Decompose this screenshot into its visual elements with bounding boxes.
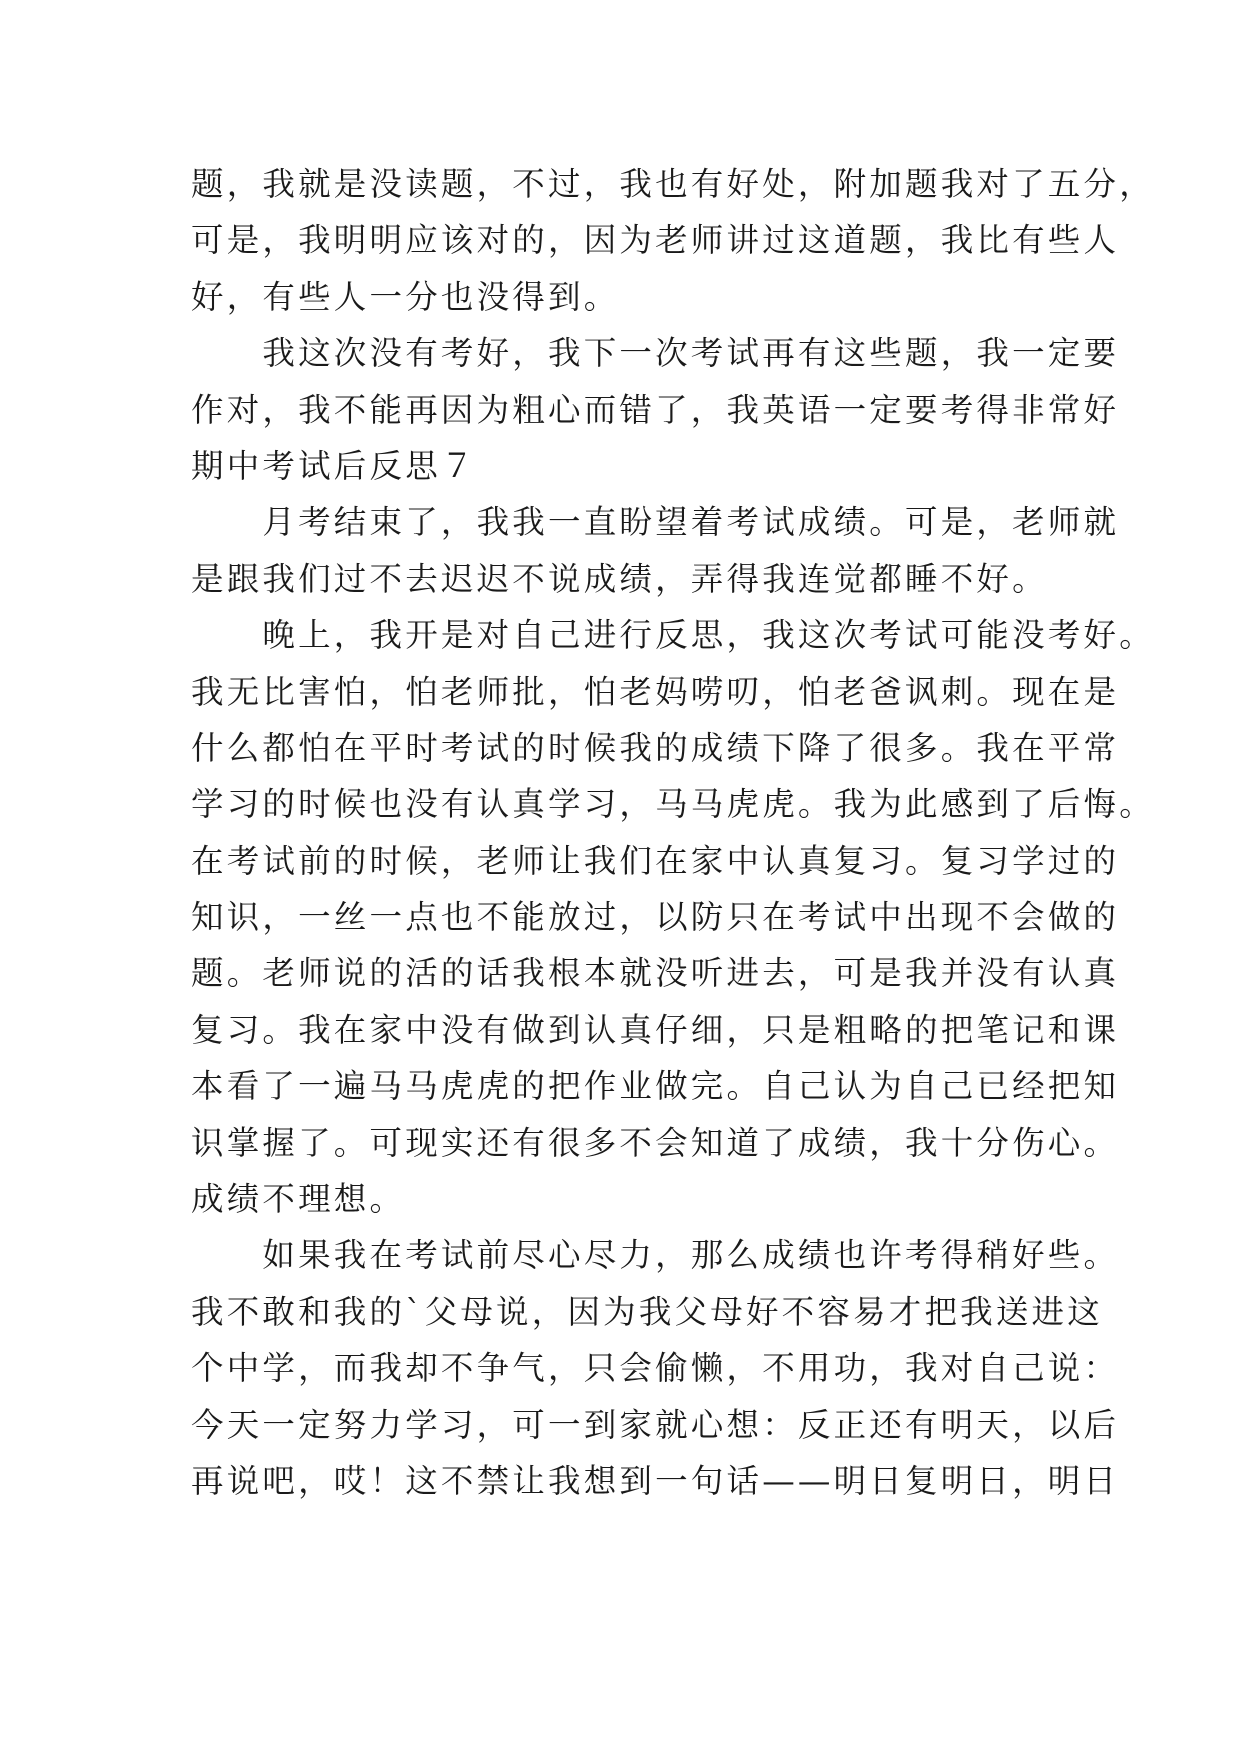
text-line: 可是，我明明应该对的，因为老师讲过这道题，我比有些人 bbox=[191, 221, 1120, 260]
text-line: 今天一定努力学习，可一到家就心想：反正还有明天，以后 bbox=[191, 1405, 1120, 1444]
text-line: 本看了一遍马马虎虎的把作业做完。自己认为自己已经把知 bbox=[191, 1067, 1120, 1106]
text-line: 月考结束了，我我一直盼望着考试成绩。可是，老师就 bbox=[191, 503, 1120, 542]
text-line: 再说吧，哎！这不禁让我想到一句话——明日复明日，明日 bbox=[191, 1461, 1120, 1500]
text-line: 学习的时候也没有认真学习，马马虎虎。我为此感到了后悔。 bbox=[191, 785, 1155, 824]
text-line: 我无比害怕，怕老师批，怕老妈唠叨，怕老爸讽刺。现在是 bbox=[191, 672, 1120, 711]
text-line: 好，有些人一分也没得到。 bbox=[191, 277, 620, 316]
section-heading: 期中考试后反思７ bbox=[191, 446, 477, 485]
text-line: 什么都怕在平时考试的时候我的成绩下降了很多。我在平常 bbox=[191, 728, 1120, 767]
text-line: 我这次没有考好，我下一次考试再有这些题，我一定要 bbox=[191, 334, 1120, 373]
text-line: 题，我就是没读题，不过，我也有好处，附加题我对了五分， bbox=[191, 165, 1155, 203]
text-line: 在考试前的时候，老师让我们在家中认真复习。复习学过的 bbox=[191, 841, 1120, 880]
text-line: 晚上，我开是对自己进行反思，我这次考试可能没考好。 bbox=[191, 616, 1155, 655]
text-line: 是跟我们过不去迟迟不说成绩，弄得我连觉都睡不好。 bbox=[191, 559, 1048, 598]
text-line: 题。老师说的活的话我根本就没听进去，可是我并没有认真 bbox=[191, 954, 1120, 993]
text-line: 复习。我在家中没有做到认真仔细，只是粗略的把笔记和课 bbox=[191, 1010, 1120, 1049]
text-line: 个中学，而我却不争气，只会偷懒，不用功，我对自己说： bbox=[191, 1349, 1120, 1388]
text-line: 我不敢和我的`父母说，因为我父母好不容易才把我送进这 bbox=[191, 1292, 1103, 1331]
text-line: 识掌握了。可现实还有很多不会知道了成绩，我十分伤心。 bbox=[191, 1123, 1120, 1162]
text-line: 知识，一丝一点也不能放过，以防只在考试中出现不会做的 bbox=[191, 898, 1120, 937]
text-line: 成绩不理想。 bbox=[191, 1180, 406, 1219]
text-line: 如果我在考试前尽心尽力，那么成绩也许考得稍好些。 bbox=[191, 1236, 1120, 1275]
document-body bbox=[191, 156, 1155, 1509]
text-line: 作对，我不能再因为粗心而错了，我英语一定要考得非常好 bbox=[191, 390, 1120, 429]
